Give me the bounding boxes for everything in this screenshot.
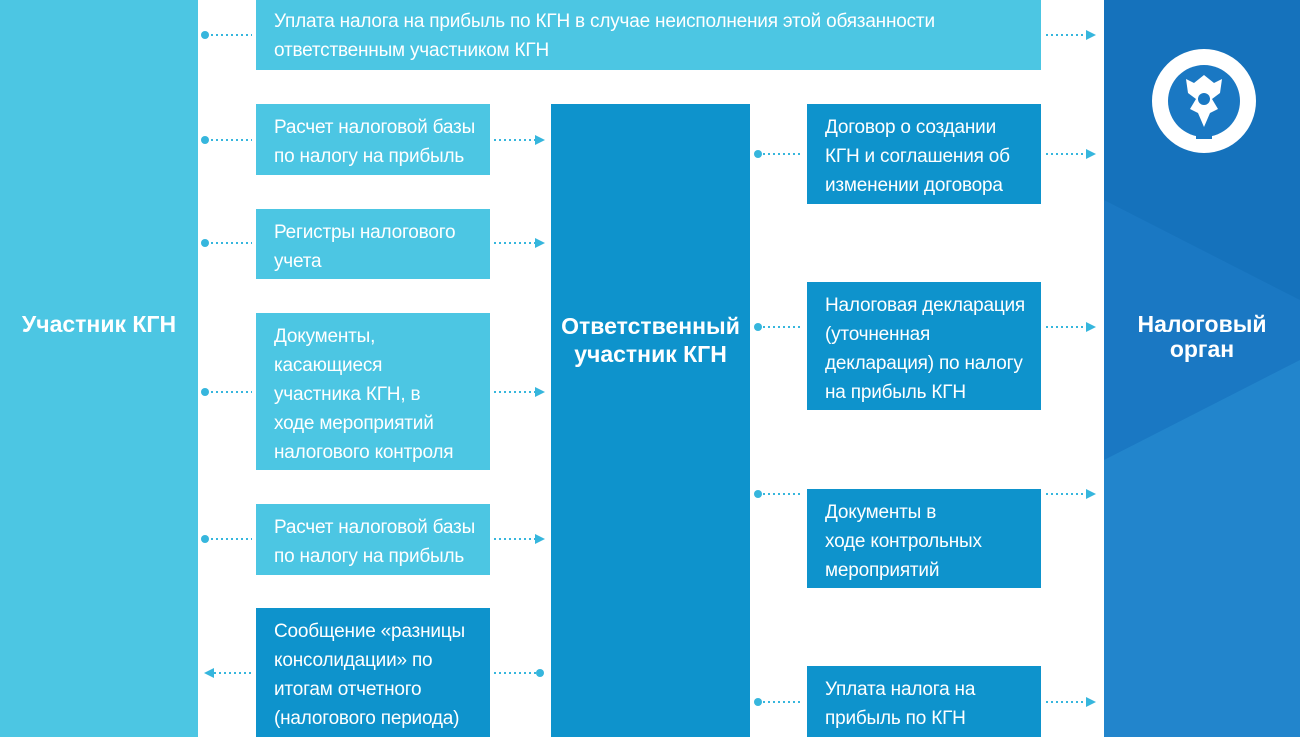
right-box-2: Налоговая декларация (уточненная декларация) по налогу на прибыль КГН xyxy=(807,282,1041,410)
left-box-2: Регистры налогового учета xyxy=(256,209,490,279)
left-box-5: Сообщение «разницы консолидации» по итогам отчетного (налогового периода) xyxy=(256,608,490,737)
left-box-4: Расчет налоговой базы по налогу на прибыль xyxy=(256,504,490,575)
top-banner-box: Уплата налога на прибыль по КГН в случае неисполнения этой обязанности ответственным участником КГН xyxy=(256,0,1041,70)
participant-title-center: Ответственный участник КГН xyxy=(561,313,740,367)
left-box-1: Расчет налоговой базы по налогу на прибыль xyxy=(256,104,490,175)
participant-title-left: Участник КГН xyxy=(21,311,177,337)
right-box-3: Документы в ходе контрольных мероприятий xyxy=(807,489,1041,588)
participant-title-right: Налоговый орган xyxy=(1137,311,1267,362)
right-box-1: Договор о создании КГН и соглашения об изменении договора xyxy=(807,104,1041,204)
left-box-3: Документы, касающиеся участника КГН, в ходе мероприятий налогового контроля xyxy=(256,313,490,470)
right-box-4: Уплата налога на прибыль по КГН xyxy=(807,666,1041,737)
